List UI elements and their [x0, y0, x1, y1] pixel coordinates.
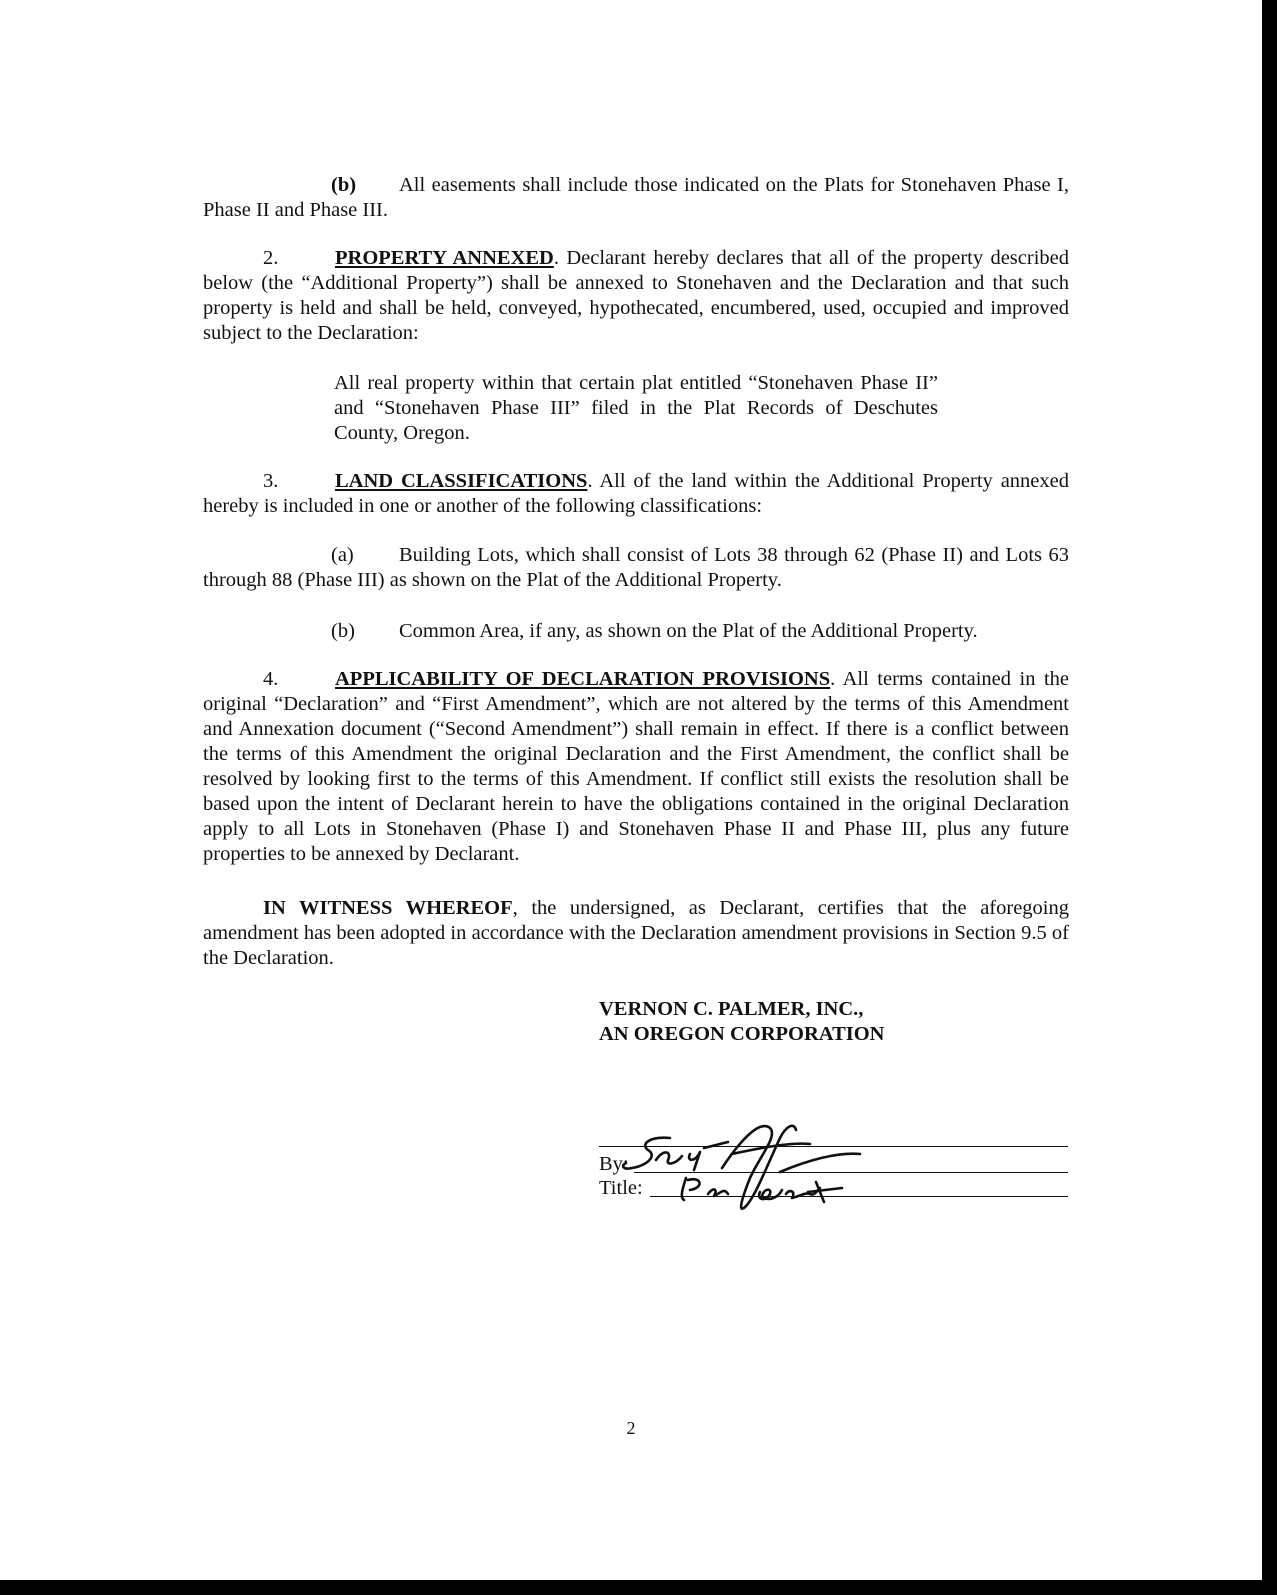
witness-paragraph	[203, 896, 1069, 971]
section-2-heading: PROPERTY ANNEXED	[335, 247, 554, 269]
section-2-text: . Declarant hereby declares that all of the property described below (the “Additional Property”) shall be annexed to Stonehaven and the Declaration and that such property is held and shall be held, conveyed, hypothecated, encumbered, used, occupied and improved subject to the Declaration:	[203, 247, 1069, 344]
witness-lead: IN WITNESS WHEREOF	[263, 897, 513, 919]
section-3-paragraph	[203, 469, 1069, 519]
property-description-quote: All real property within that certain plat entitled “Stonehaven Phase II” and “Stonehaven Phase III” filed in the Plat Records of Deschutes County, Oregon.	[334, 372, 938, 444]
section-2-paragraph	[203, 246, 1069, 346]
section-4-paragraph	[203, 667, 1069, 867]
section-4-heading: APPLICABILITY OF DECLARATION PROVISIONS	[335, 668, 831, 690]
section-3-item-b	[203, 619, 1069, 644]
item-b-marker: (b)	[331, 620, 355, 642]
section-4-number: 4.	[263, 668, 279, 690]
paragraph-b-marker: (b)	[331, 174, 357, 196]
paragraph-b-text: All easements shall include those indicated on the Plats for Stonehaven Phase I, Phase II and Phase III.	[203, 174, 1069, 221]
handwritten-signature	[610, 1108, 880, 1223]
section-3-number: 3.	[263, 470, 279, 492]
section-2-number: 2.	[263, 247, 279, 269]
witness-text: , the undersigned, as Declarant, certifies that the aforegoing amendment has been adopted in accordance with the Declaration amendment provisions in Section 9.5 of the Declaration.	[203, 897, 1069, 969]
section-3-heading: LAND CLASSIFICATIONS	[335, 470, 588, 492]
section-4-text: . All terms contained in the original “Declaration” and “First Amendment”, which are not altered by the terms of this Amendment and Annexation document (“Second Amendment”) shall remain in effect. If there is a conflict between the terms of this Amendment the original Declaration and the First Amendment, the conflict shall be resolved by looking first to the terms of this Amendment. If conflict still exists the resolution shall be based upon the intent of Declarant herein to have the obligations contained in the original Declaration apply to all Lots in Stonehaven (Phase I) and Stonehaven Phase II and Phase III, plus any future properties to be annexed by Declarant.	[203, 668, 1069, 865]
by-label: By:	[599, 1153, 629, 1175]
item-a-text: Building Lots, which shall consist of Lots 38 through 62 (Phase II) and Lots 63 through 88 (Phase III) as shown on the Plat of the Additional Property.	[203, 544, 1069, 591]
section-3-text: . All of the land within the Additional Property annexed hereby is included in one or another of the following classifications:	[203, 470, 1069, 517]
signatory-state: AN OREGON CORPORATION	[599, 1023, 885, 1045]
section-3-item-a	[203, 543, 1069, 593]
signatory-company: VERNON C. PALMER, INC.,	[599, 998, 864, 1020]
page-number: 2	[626, 1418, 636, 1438]
paragraph-b	[203, 173, 1069, 223]
item-b-text: Common Area, if any, as shown on the Plat of the Additional Property.	[399, 620, 978, 642]
item-a-marker: (a)	[331, 544, 354, 566]
title-label: Title:	[599, 1177, 643, 1199]
